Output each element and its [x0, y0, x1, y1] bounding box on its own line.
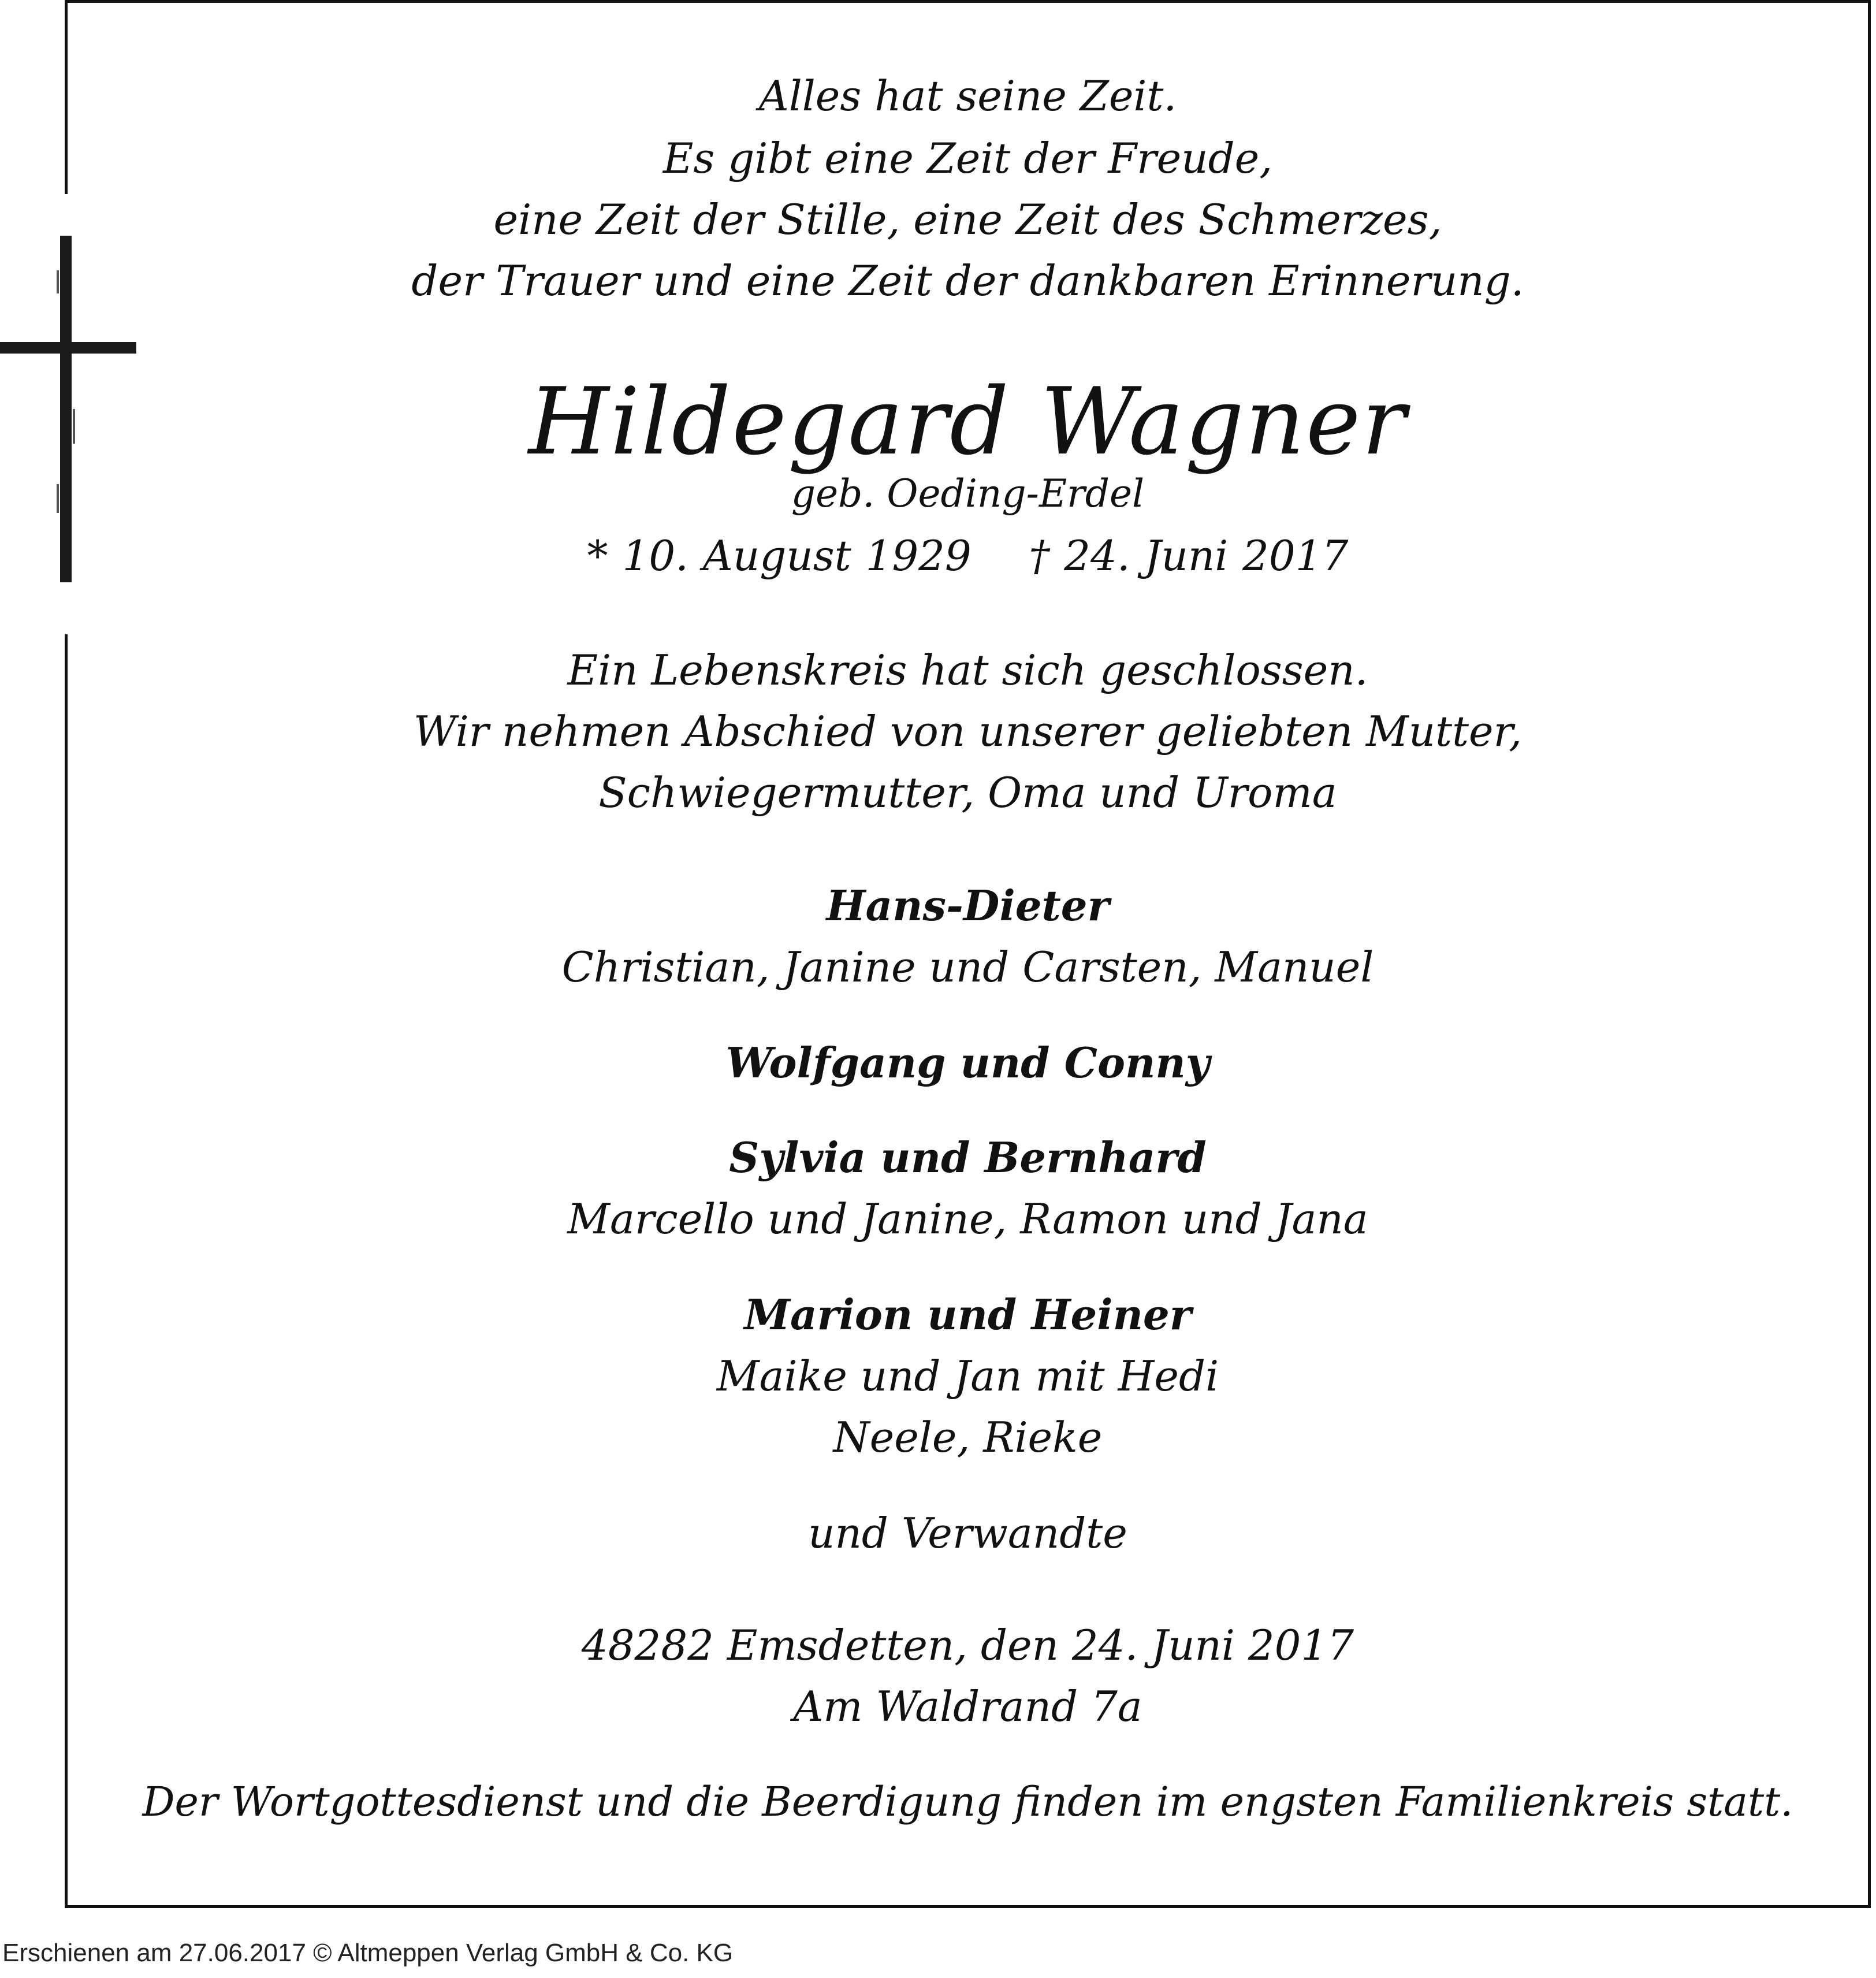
intro-line-2: Wir nehmen Abschied von unserer geliebten Mutter, — [413, 707, 1523, 756]
mourner-family: Christian, Janine und Carsten, Manuel — [561, 943, 1374, 991]
border-top — [65, 0, 1870, 3]
verse-line-3: eine Zeit der Stille, eine Zeit des Schmerzes, — [493, 195, 1442, 244]
mourner-name: Sylvia und Bernhard — [729, 1133, 1207, 1182]
publication-footer: Erschienen am 27.06.2017 © Altmeppen Verlag GmbH & Co. KG — [2, 1939, 734, 1967]
closing-note: Der Wortgottesdienst und die Beerdigung finden im engsten Familienkreis statt. — [142, 1778, 1793, 1825]
mourner-family: Neele, Rieke — [833, 1413, 1103, 1462]
life-dates: * 10. August 1929 † 24. Juni 2017 — [587, 531, 1349, 580]
border-bottom — [65, 1905, 1871, 1908]
mourner-name: Marion und Heiner — [744, 1290, 1192, 1339]
border-right — [1868, 0, 1871, 1908]
intro-line-3: Schwiegermutter, Oma und Uroma — [598, 768, 1337, 817]
mourner-family: Marcello und Janine, Ramon und Jana — [567, 1195, 1368, 1243]
place-date: 48282 Emsdetten, den 24. Juni 2017 — [581, 1621, 1354, 1670]
relatives-line: und Verwandte — [808, 1509, 1127, 1557]
birth-name: geb. Oeding-Erdel — [791, 471, 1145, 516]
verse-line-1: Alles hat seine Zeit. — [758, 72, 1177, 120]
intro-line-1: Ein Lebenskreis hat sich geschlossen. — [567, 646, 1368, 694]
verse-line-2: Es gibt eine Zeit der Freude, — [662, 134, 1273, 183]
mourner-name: Hans-Dieter — [826, 881, 1110, 930]
verse-line-4: der Trauer und eine Zeit der dankbaren Erinnerung. — [411, 256, 1524, 305]
deceased-name: Hildegard Wagner — [528, 367, 1408, 475]
address: Am Waldrand 7a — [793, 1682, 1142, 1731]
mourner-family: Maike und Jan mit Hedi — [716, 1352, 1219, 1400]
mourner-name: Wolfgang und Conny — [725, 1038, 1210, 1087]
